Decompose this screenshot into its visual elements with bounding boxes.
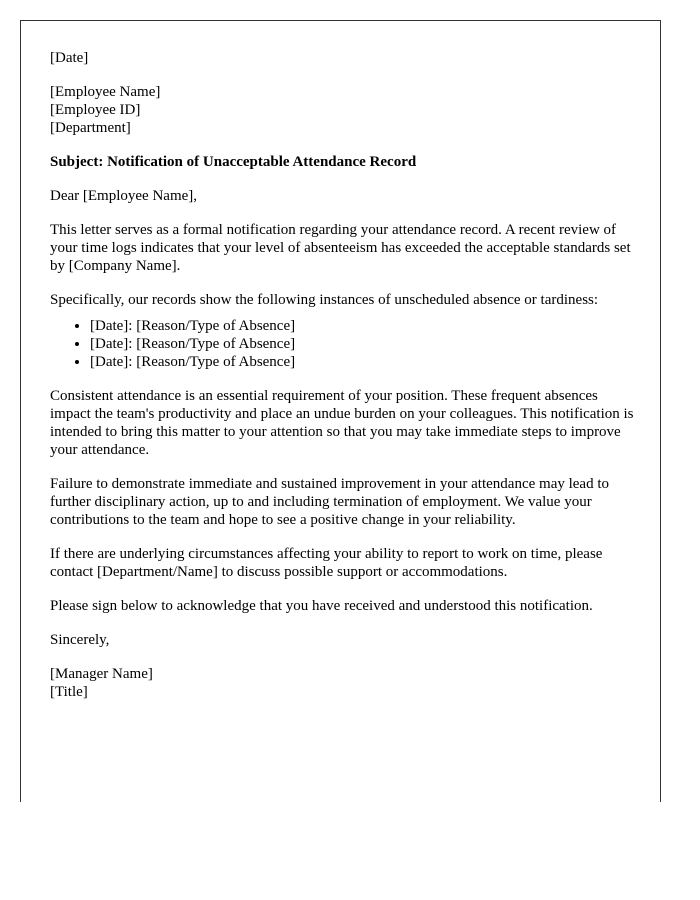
- paragraph-requirement: Consistent attendance is an essential requirement of your position. These frequent absences impact the team's productivity and place an undue burden on your colleagues. This notification is intended to bring this matter to your attention so that you may take immediate steps to improve your attendance.: [50, 388, 634, 458]
- recipient-block: [50, 83, 636, 137]
- paragraph-specifics: Specifically, our records show the following instances of unscheduled absence or tardiness:: [50, 292, 599, 308]
- absence-list: [50, 317, 636, 371]
- letter-date: [Date]: [50, 50, 89, 66]
- letter-page: [20, 20, 661, 802]
- paragraph-intro: This letter serves as a formal notification regarding your attendance record. A recent review of your time logs indicates that your level of absenteeism has exceeded the acceptable standards set by [Company Name].: [50, 222, 631, 274]
- letter-content: [50, 49, 636, 717]
- absence-item: • [Date]: [Reason/Type of Absence]: [90, 335, 636, 353]
- paragraph-consequence: Failure to demonstrate immediate and sustained improvement in your attendance may lead to further disciplinary action, up to and including termination of employment. We value your contributions to the team and hope to see a positive change in your reliability.: [50, 476, 609, 528]
- recipient-department: [Department]: [50, 120, 131, 136]
- signature-block: [50, 665, 636, 701]
- absence-item: • [Date]: [Reason/Type of Absence]: [90, 353, 636, 371]
- recipient-name: [Employee Name]: [50, 84, 161, 100]
- paragraph-acknowledge: Please sign below to acknowledge that you have received and understood this notification.: [50, 598, 593, 614]
- signature-name: [Manager Name]: [50, 666, 153, 682]
- letter-salutation: Dear [Employee Name],: [50, 188, 198, 204]
- recipient-id: [Employee ID]: [50, 102, 141, 118]
- letter-closing: Sincerely,: [50, 632, 110, 648]
- paragraph-support: If there are underlying circumstances affecting your ability to report to work on time, please contact [Department/Name] to discuss possible support or accommodations.: [50, 546, 603, 580]
- absence-item: • [Date]: [Reason/Type of Absence]: [90, 317, 636, 335]
- signature-title: [Title]: [50, 684, 88, 700]
- letter-subject: Subject: Notification of Unacceptable Attendance Record: [50, 154, 417, 170]
